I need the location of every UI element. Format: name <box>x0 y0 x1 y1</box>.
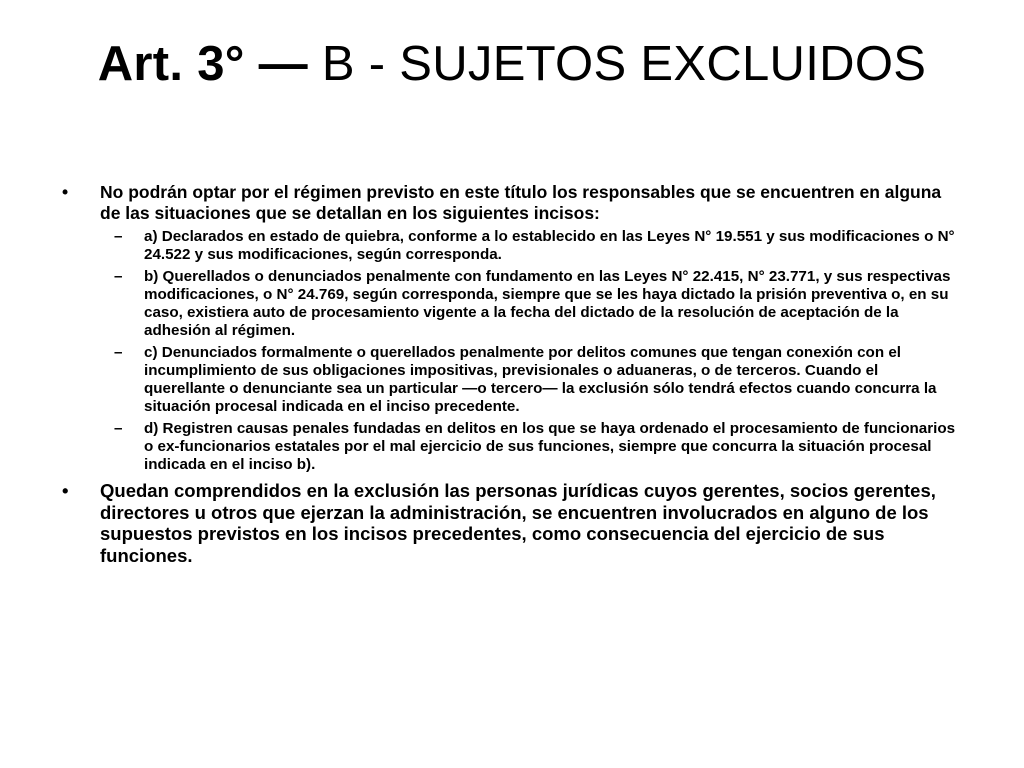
title-article: Art. 3° — <box>97 37 308 91</box>
sub-item-text: d) Registren causas penales fundadas en delitos en los que se haya ordenado el procesamiento de funcionarios o ex-funcionarios estatales por el mal ejercicio de sus funciones, siempre que concurra la situación procesal indicada en el inciso b). <box>144 420 956 473</box>
bullet-item-2 <box>62 480 962 566</box>
sub-list <box>100 228 962 474</box>
bullet-text: Quedan comprendidos en la exclusión las personas jurídicas cuyos gerentes, socios gerentes, directores u otros que ejerzan la administración, se encuentren involucrados en alguno de los supuestos previstos en los incisos precedentes, como consecuencia del ejercicio de sus funciones. <box>100 480 936 566</box>
dash-marker: – <box>114 344 123 361</box>
title-heading: B - SUJETOS EXCLUIDOS <box>307 37 927 91</box>
sub-item-text: c) Denunciados formalmente o querellados penalmente por delitos comunes que tengan conexión con el incumplimiento de sus obligaciones impositivas, previsionales o aduaneras, o de terceros. Cuando el querellante o denunciante sea un particular —o tercero— la exclusión sólo tendrá efectos cuando concurra la situación procesal indicada en el inciso precedente. <box>144 344 937 415</box>
dash-marker: – <box>114 420 123 437</box>
bullet-marker: • <box>62 480 69 501</box>
bullet-marker: • <box>62 182 69 202</box>
dash-marker: – <box>114 228 123 245</box>
sub-item-text: b) Querellados o denunciados penalmente con fundamento en las Leyes N° 22.415, N° 23.771, y sus respectivas modificaciones, o N° 24.769, según corresponda, siempre que se les haya dictado la prisión preventiva o, en su caso, existiera auto de procesamiento vigente a la fecha del dictado de la resolución de aceptación de la adhesión al régimen. <box>144 268 951 339</box>
slide-title <box>60 36 964 92</box>
sub-item-text: a) Declarados en estado de quiebra, conforme a lo establecido en las Leyes N° 19.551 y sus modificaciones o N° 24.522 y sus modificaciones, según corresponda. <box>144 228 955 263</box>
sub-item-b <box>100 268 962 340</box>
bullet-text: No podrán optar por el régimen previsto en este título los responsables que se encuentren en alguna de las situaciones que se detallan en los siguientes incisos: <box>100 182 942 223</box>
sub-item-a <box>100 228 962 264</box>
slide-body <box>62 182 962 572</box>
sub-item-d <box>100 420 962 474</box>
dash-marker: – <box>114 268 123 285</box>
bullet-item-1 <box>62 182 962 474</box>
sub-item-c <box>100 344 962 416</box>
